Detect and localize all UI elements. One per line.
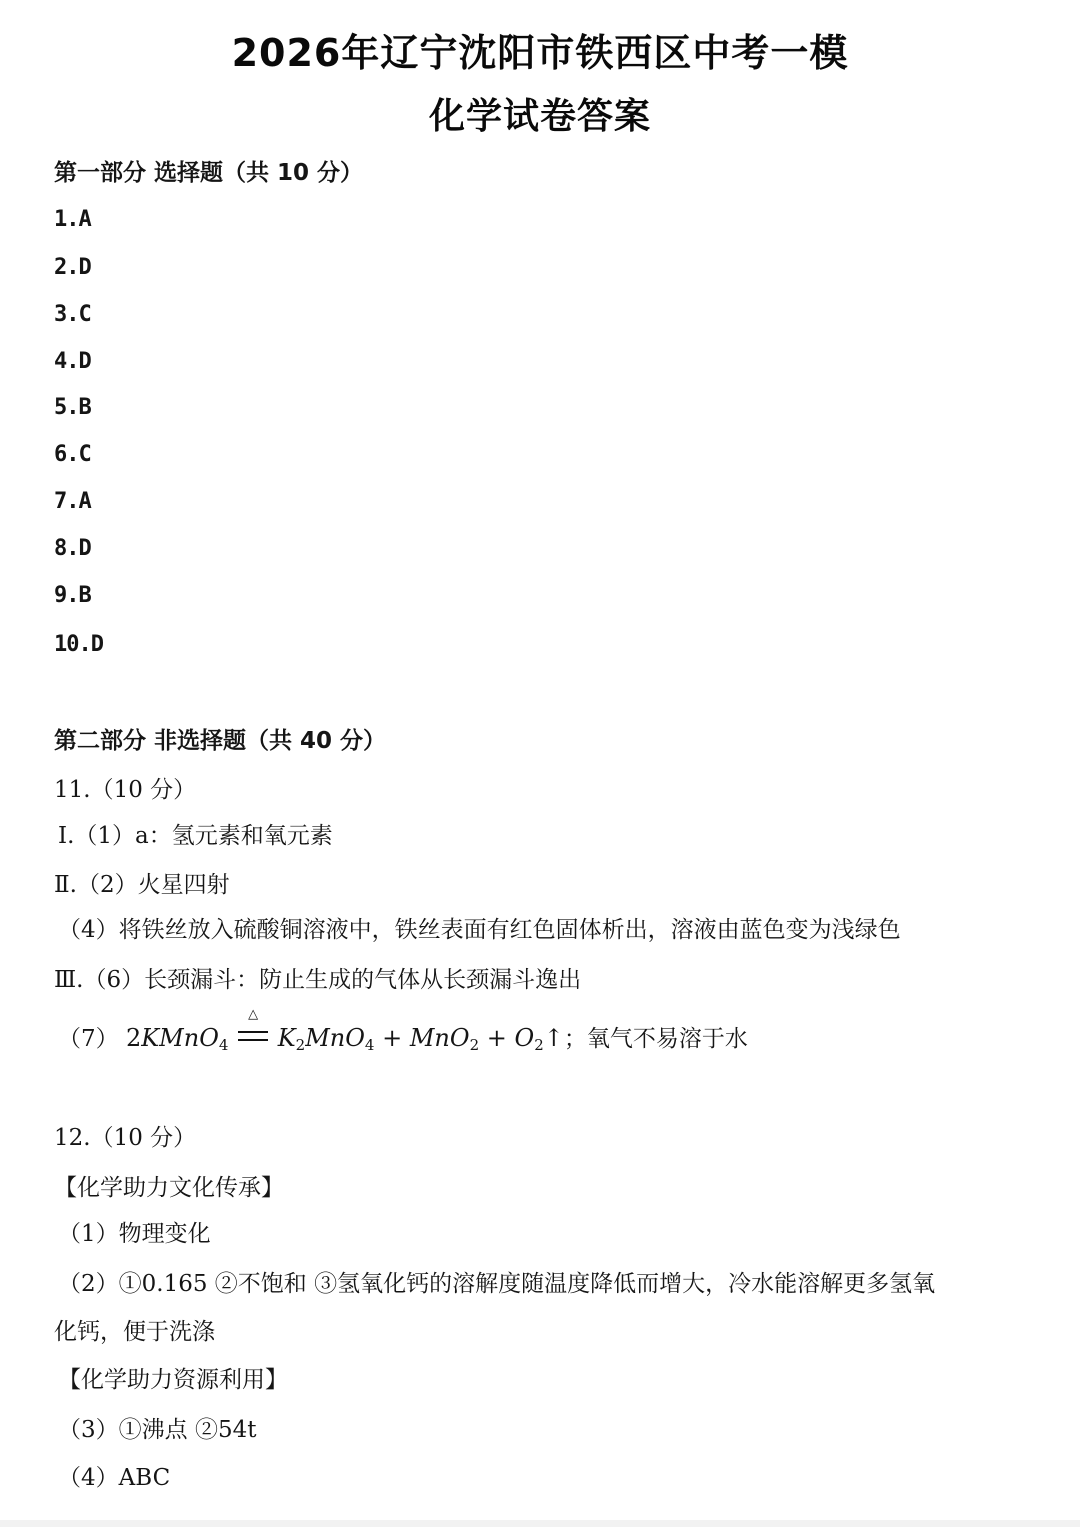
sub-question-suffix: ；氧气不易溶于水 <box>563 1026 748 1052</box>
double-bar-equals <box>238 1031 268 1041</box>
answer-letter: B <box>78 583 91 608</box>
mcq-answer-9 <box>54 580 91 612</box>
question-number: 2. <box>54 255 79 280</box>
question-number: 10. <box>54 632 91 657</box>
answer-letter: D <box>78 349 91 374</box>
answer-letter: D <box>78 255 91 280</box>
answer-letter: B <box>78 395 91 420</box>
question-number: 8. <box>54 536 79 561</box>
question-number: 9. <box>54 583 79 608</box>
answer-letter: C <box>78 302 91 327</box>
answer-letter: D <box>78 536 91 561</box>
page-bottom-edge <box>0 1520 1080 1527</box>
heating-condition-equals-sign <box>236 1007 270 1054</box>
question-number: 4. <box>54 349 79 374</box>
q12-answer-2-line1: （2）①0.165 ②不饱和 ③氢氧化钙的溶解度随温度降低而增大，冷水能溶解更多氢氧 <box>58 1271 936 1297</box>
answer-letter: D <box>90 632 103 657</box>
sub-question-label: （7） <box>58 1026 119 1052</box>
chemical-equation: 2KMnO$_4$ △ $K_2MnO_4 + MnO_2$ + $O_2↑$ <box>125 1007 564 1054</box>
question-number: 1. <box>54 207 79 232</box>
q11-answer-4: （4）将铁丝放入硫酸铜溶液中，铁丝表面有红色固体析出，溶液由蓝色变为浅绿色 <box>58 917 901 943</box>
q12-header: 12.（10 分） <box>54 1125 197 1151</box>
mcq-answer-1 <box>54 204 91 236</box>
part1-heading: 第一部分 选择题（共 10 分） <box>54 160 364 186</box>
question-number: 5. <box>54 395 79 420</box>
q11-answer-7 <box>58 1007 748 1061</box>
mcq-answer-8 <box>54 533 91 565</box>
q12-section-culture: 【化学助力文化传承】 <box>54 1175 284 1201</box>
question-number: 7. <box>54 489 79 514</box>
q11-answer-2: Ⅱ.（2）火星四射 <box>54 872 230 898</box>
answer-letter: A <box>78 207 91 232</box>
mcq-answer-3 <box>54 299 91 331</box>
q12-answer-2-line2: 化钙，便于洗涤 <box>54 1319 215 1345</box>
q12-section-resources: 【化学助力资源利用】 <box>58 1367 288 1393</box>
question-number: 3. <box>54 302 79 327</box>
document-title: 2026年辽宁沈阳市铁西区中考一模 <box>231 31 849 75</box>
delta-heat-icon: △ <box>248 1007 259 1022</box>
q11-header: 11.（10 分） <box>54 777 197 803</box>
question-number: 6. <box>54 442 79 467</box>
q11-answer-1: Ⅰ.（1）a：氢元素和氧元素 <box>58 823 333 849</box>
q12-answer-3: （3）①沸点 ②54t <box>58 1417 257 1443</box>
gas-up-arrow-icon: ↑ <box>543 1024 564 1052</box>
q12-answer-4: （4）ABC <box>58 1465 171 1491</box>
mcq-answer-10 <box>54 629 103 661</box>
mcq-answer-4 <box>54 346 91 378</box>
mcq-answer-5 <box>54 392 91 424</box>
part2-heading: 第二部分 非选择题（共 40 分） <box>54 728 387 754</box>
answer-letter: C <box>78 442 91 467</box>
mcq-answer-7 <box>54 486 91 518</box>
mcq-answer-2 <box>54 252 91 284</box>
mcq-answer-6 <box>54 439 91 471</box>
document-subtitle: 化学试卷答案 <box>428 96 651 137</box>
answer-letter: A <box>78 489 91 514</box>
q11-answer-6: Ⅲ.（6）长颈漏斗：防止生成的气体从长颈漏斗逸出 <box>54 967 582 993</box>
q12-answer-1: （1）物理变化 <box>58 1221 211 1247</box>
